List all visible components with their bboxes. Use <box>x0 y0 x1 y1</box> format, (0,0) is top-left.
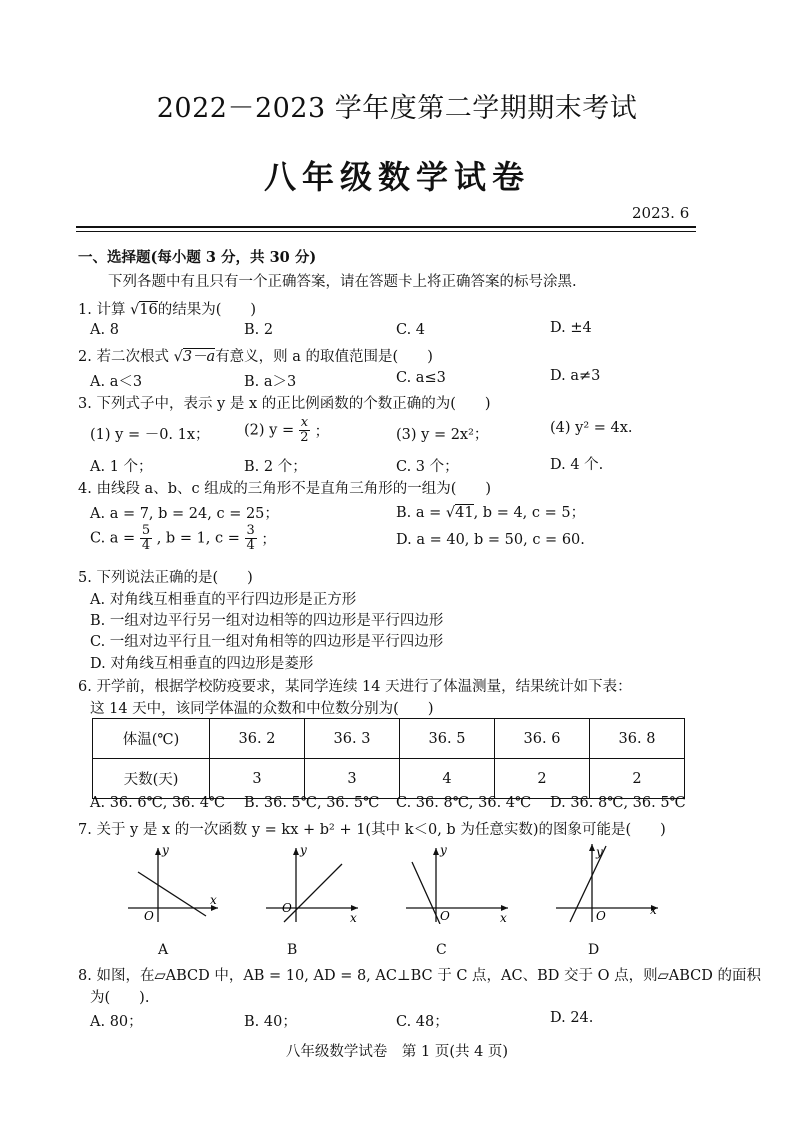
table-cell: 36. 3 <box>305 719 400 759</box>
question-3-stem: 3. 下列式子中，表示 y 是 x 的正比例函数的个数正确的为( ) <box>78 396 491 412</box>
sqrt-icon: √ <box>173 349 183 365</box>
exam-title: 2022－2023 学年度第二学期期末考试 <box>156 93 638 124</box>
q6-option-d: D. 36. 8℃, 36. 5℃ <box>550 795 686 811</box>
arrow-icon <box>433 848 439 855</box>
q6-option-a: A. 36. 6℃, 36. 4℃ <box>90 795 226 811</box>
graph-c <box>402 842 512 924</box>
table-row <box>93 759 685 799</box>
graph-d-label: D <box>588 942 600 958</box>
section-heading: 一、选择题(每小题 3 分，共 30 分) <box>78 249 317 266</box>
q3-expr-1: (1) y = －0. 1x； <box>90 427 210 443</box>
question-2-stem: 2. 若二次根式 √3－a有意义，则 a 的取值范围是( ) <box>78 349 433 365</box>
graph-a <box>122 842 222 924</box>
question-1-stem: 1. 计算 √16的结果为( ) <box>78 302 257 318</box>
q5-option-a: A. 对角线互相垂直的平行四边形是正方形 <box>90 592 357 608</box>
function-line <box>284 864 342 922</box>
arrow-icon <box>589 844 595 851</box>
q3-expr-3: (3) y = 2x²； <box>396 427 489 443</box>
q5-option-d: D. 对角线互相垂直的四边形是菱形 <box>90 656 314 672</box>
q3-option-c: C. 3 个； <box>396 459 459 475</box>
q2-option-b: B. a＞3 <box>244 374 297 390</box>
q6-option-c: C. 36. 8℃, 36. 4℃ <box>396 795 532 811</box>
q3-expr-4: (4) y² = 4x. <box>550 420 633 436</box>
question-8-stem-2: 为( ). <box>90 990 150 1006</box>
question-8-stem: 8. 如图，在▱ABCD 中，AB = 10, AD = 8, AC⊥BC 于 C 点，AC、BD 交于 O 点，则▱ABCD 的面积 <box>78 968 761 984</box>
x-label: x <box>500 911 507 924</box>
table-cell: 体温(℃) <box>93 719 210 759</box>
sqrt-icon: √ <box>445 505 456 521</box>
table-cell: 2 <box>590 759 685 799</box>
q1-option-d: D. ±4 <box>550 320 592 336</box>
paper-subtitle: 八年级数学试卷 <box>263 158 530 196</box>
question-7-stem: 7. 关于 y 是 x 的一次函数 y = kx + b² + 1(其中 k＜0, b 为任意实数)的图象可能是( ) <box>78 822 666 838</box>
q8-option-c: C. 48； <box>396 1014 449 1030</box>
y-label: y <box>440 843 447 857</box>
x-label: x <box>650 903 657 917</box>
origin-label: O <box>144 909 154 923</box>
table-cell: 36. 5 <box>400 719 495 759</box>
q3-option-b: B. 2 个； <box>244 459 307 475</box>
temperature-table <box>92 718 685 799</box>
arrow-icon <box>155 848 161 855</box>
q8-option-d: D. 24. <box>550 1010 594 1026</box>
y-label: y <box>596 845 603 859</box>
graph-a-label: A <box>158 942 169 958</box>
section-instruction: 下列各题中有且只有一个正确答案，请在答题卡上将正确答案的标号涂黑. <box>108 274 577 290</box>
table-cell: 天数(天) <box>93 759 210 799</box>
exam-date: 2023. 6 <box>632 204 690 222</box>
q3-option-d: D. 4 个. <box>550 457 604 473</box>
q5-option-b: B. 一组对边平行另一组对边相等的四边形是平行四边形 <box>90 613 444 629</box>
header-rule-thin <box>76 231 696 232</box>
q4-option-c: C. a = $\frac{5}{4}$ , b = 1, c = $\frac{3}{4}$ ； <box>90 523 276 553</box>
q4-option-d: D. a = 40, b = 50, c = 60. <box>396 532 585 548</box>
x-label: x <box>210 893 217 907</box>
q2-option-a: A. a＜3 <box>90 374 143 390</box>
q1-option-c: C. 4 <box>396 322 426 338</box>
table-cell: 36. 2 <box>210 719 305 759</box>
sqrt-icon: √ <box>130 302 140 318</box>
fraction: $\frac{x}{2}$ <box>300 415 309 445</box>
graph-b <box>262 842 362 924</box>
y-label: y <box>300 843 307 857</box>
q3-expr-2: (2) y = $\frac{x}{2}$ ； <box>244 415 330 445</box>
graph-b-label: B <box>287 942 298 958</box>
fraction: $\frac{5}{4}$ <box>141 523 151 553</box>
q8-option-b: B. 40； <box>244 1014 297 1030</box>
q1-option-b: B. 2 <box>244 322 274 338</box>
q8-option-a: A. 80； <box>90 1014 143 1030</box>
graph-c-label: C <box>436 942 447 958</box>
table-cell: 36. 8 <box>590 719 685 759</box>
q5-option-c: C. 一组对边平行且一组对角相等的四边形是平行四边形 <box>90 634 444 650</box>
y-label: y <box>162 843 169 857</box>
q6-option-b: B. 36. 5℃, 36. 5℃ <box>244 795 380 811</box>
origin-label: O <box>282 901 292 915</box>
q1-option-a: A. 8 <box>90 322 119 338</box>
arrow-icon <box>293 848 299 855</box>
q4-option-a: A. a = 7, b = 24, c = 25； <box>90 506 279 522</box>
table-cell: 3 <box>210 759 305 799</box>
question-6-stem-2: 这 14 天中，该同学体温的众数和中位数分别为( ) <box>90 701 434 717</box>
graph-d <box>552 842 662 924</box>
x-label: x <box>350 911 357 924</box>
page-footer: 八年级数学试卷 第 1 页(共 4 页) <box>285 1044 509 1060</box>
question-5-stem: 5. 下列说法正确的是( ) <box>78 570 253 586</box>
table-cell: 3 <box>305 759 400 799</box>
table-cell: 2 <box>495 759 590 799</box>
header-rule-thick <box>76 226 696 228</box>
q4-option-b: B. a = √41, b = 4, c = 5； <box>396 505 586 521</box>
table-cell: 4 <box>400 759 495 799</box>
q2-option-d: D. a≠3 <box>550 368 601 384</box>
q3-option-a: A. 1 个； <box>90 459 153 475</box>
question-6-stem: 6. 开学前，根据学校防疫要求，某同学连续 14 天进行了体温测量，结果统计如下表： <box>78 679 632 695</box>
table-cell: 36. 6 <box>495 719 590 759</box>
fraction: $\frac{3}{4}$ <box>246 523 255 553</box>
origin-label: O <box>596 909 606 923</box>
question-4-stem: 4. 由线段 a、b、c 组成的三角形不是直角三角形的一组为( ) <box>78 481 492 497</box>
table-row <box>93 719 685 759</box>
q2-option-c: C. a≤3 <box>396 370 446 386</box>
origin-label: O <box>440 909 450 923</box>
